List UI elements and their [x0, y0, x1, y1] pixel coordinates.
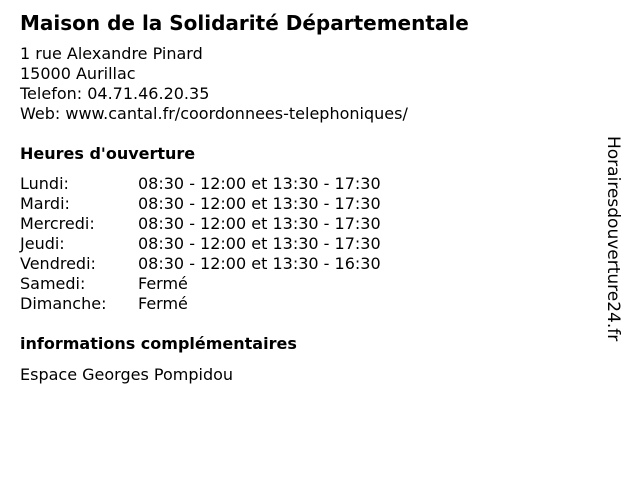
time-value: Fermé — [138, 274, 188, 293]
day-label: Dimanche: — [20, 294, 107, 313]
time-value: 08:30 - 12:00 et 13:30 - 17:30 — [138, 214, 381, 233]
address-block — [20, 44, 408, 124]
hours-row-saturday — [20, 274, 381, 294]
phone-number: Telefon: 04.71.46.20.35 — [20, 84, 210, 103]
opening-hours-table — [20, 174, 381, 314]
hours-row-tuesday — [20, 194, 381, 214]
day-label: Jeudi: — [20, 234, 65, 253]
day-label: Vendredi: — [20, 254, 96, 273]
hours-row-monday — [20, 174, 381, 194]
additional-info-text: Espace Georges Pompidou — [20, 365, 234, 384]
day-label: Samedi: — [20, 274, 86, 293]
time-value: 08:30 - 12:00 et 13:30 - 17:30 — [138, 194, 381, 213]
time-value: Fermé — [138, 294, 188, 313]
hours-row-sunday — [20, 294, 381, 314]
time-value: 08:30 - 12:00 et 13:30 - 16:30 — [138, 254, 381, 273]
address-city: 15000 Aurillac — [20, 64, 136, 83]
website-link: Web: www.cantal.fr/coordonnees-telephoniques/ — [20, 104, 408, 123]
opening-hours-heading: Heures d'ouverture — [20, 144, 196, 163]
hours-row-wednesday — [20, 214, 381, 234]
day-label: Mercredi: — [20, 214, 95, 233]
additional-info-heading: informations complémentaires — [20, 334, 297, 353]
day-label: Lundi: — [20, 174, 69, 193]
address-street: 1 rue Alexandre Pinard — [20, 44, 203, 63]
page-title: Maison de la Solidarité Départementale — [20, 11, 469, 35]
time-value: 08:30 - 12:00 et 13:30 - 17:30 — [138, 234, 381, 253]
hours-row-thursday — [20, 234, 381, 254]
hours-row-friday — [20, 254, 381, 274]
day-label: Mardi: — [20, 194, 70, 213]
site-watermark: Horairesdouverture24.fr — [603, 136, 623, 342]
time-value: 08:30 - 12:00 et 13:30 - 17:30 — [138, 174, 381, 193]
